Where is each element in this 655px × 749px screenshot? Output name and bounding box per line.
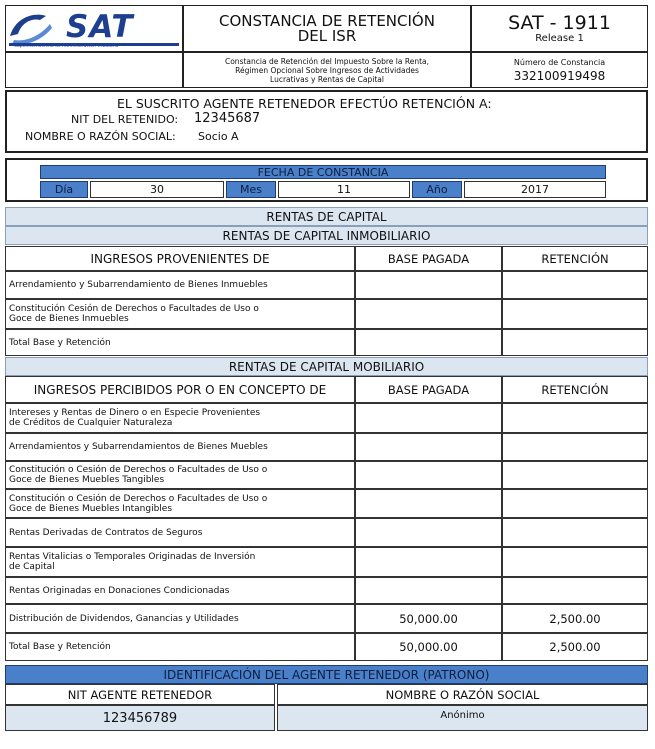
mobiliario-row-base [355,518,502,547]
subtitle-line3: Lucrativas y Rentas de Capital [270,74,384,84]
logo-subtitle: Superintendencia de Administración Tributaria [14,44,119,49]
blank-header-box [5,52,183,88]
mobiliario-row-retencion [502,489,648,518]
mobiliario-row-retencion [502,547,648,577]
mobiliario-col-retencion: RETENCIÓN [502,376,648,403]
mobiliario-total-base: 50,000.00 [355,633,502,661]
constancia-number-box [471,52,648,88]
constancia-number-label: Número de Constancia [513,57,606,67]
inmobiliario-row-base [355,299,502,329]
inmobiliario-col-base: BASE PAGADA [355,246,502,271]
mobiliario-row-base [355,577,502,604]
mobiliario-title: RENTAS DE CAPITAL MOBILIARIO [5,357,648,376]
inmobiliario-col-ingresos: INGRESOS PROVENIENTES DE [5,246,355,271]
inmobiliario-total-retencion [502,329,648,356]
nombre-retenido-label: NOMBRE O RAZÓN SOCIAL: [25,130,176,143]
mobiliario-row-label: Rentas Derivadas de Contratos de Seguros [5,518,355,547]
mobiliario-row-retencion [502,461,648,489]
mobiliario-row-label: Constitución o Cesión de Derechos o Facultades de Uso o Goce de Bienes Muebles Tangibles [5,461,355,489]
nombre-agente-label: NOMBRE O RAZÓN SOCIAL [277,684,648,705]
agente-title: IDENTIFICACIÓN DEL AGENTE RETENEDOR (PATRONO) [5,665,648,684]
nombre-retenido-value: Socio A [198,130,239,143]
dia-label: Día [40,181,88,198]
nombre-agente-value: Anónimo [277,705,648,731]
page-title-line1: CONSTANCIA DE RETENCIÓN [219,11,435,30]
dividendos-retencion: 2,500.00 [502,604,648,633]
mobiliario-row-base [355,547,502,577]
mobiliario-row-retencion [502,433,648,461]
retenido-section [5,90,648,153]
inmobiliario-row-label: Arrendamiento y Subarrendamiento de Bienes Inmuebles [5,271,355,299]
constancia-number-value: 332100919498 [513,68,606,83]
dividendos-base: 50,000.00 [355,604,502,633]
inmobiliario-row-retencion [502,271,648,299]
mobiliario-row-label: Constitución o Cesión de Derechos o Facultades de Uso o Goce de Bienes Muebles Intangibles [5,489,355,518]
nit-agente-label: NIT AGENTE RETENEDOR [5,684,275,705]
nit-retenido-value: 12345687 [194,111,261,126]
mobiliario-col-ingresos: INGRESOS PERCIBIDOS POR O EN CONCEPTO DE [5,376,355,403]
mes-label: Mes [226,181,276,198]
title-box [183,5,471,52]
inmobiliario-total-base [355,329,502,356]
subtitle-line1: Constancia de Retención del Impuesto Sobre la Renta, [224,56,430,66]
logo-text: SAT [66,9,134,45]
inmobiliario-title: RENTAS DE CAPITAL INMOBILIARIO [5,226,648,245]
retenido-heading: EL SUSCRITO AGENTE RETENEDOR EFECTÚO RETENCIÓN A: [117,96,492,111]
form-code-box [471,5,648,52]
inmobiliario-row-retencion [502,299,648,329]
mobiliario-row-retencion [502,403,648,433]
subtitle-line2: Régimen Opcional Sobre Ingresos de Actividades [235,65,419,75]
page-title-line2: DEL ISR [297,26,357,45]
mobiliario-row-label: Rentas Vitalicias o Temporales Originadas de Inversión de Capital [5,547,355,577]
mobiliario-total-label: Total Base y Retención [5,633,355,661]
logo-box [5,5,183,52]
mobiliario-row-label: Rentas Originadas en Donaciones Condicionadas [5,577,355,604]
nit-agente-value: 123456789 [5,705,275,731]
mobiliario-row-label: Distribución de Dividendos, Ganancias y Utilidades [5,604,355,633]
mobiliario-row-base [355,433,502,461]
form-code: SAT - 1911 [508,12,611,34]
mobiliario-row-retencion [502,518,648,547]
mobiliario-total-retencion: 2,500.00 [502,633,648,661]
inmobiliario-col-retencion: RETENCIÓN [502,246,648,271]
mobiliario-row-base [355,489,502,518]
subtitle-box [183,52,471,88]
mobiliario-row-retencion [502,577,648,604]
inmobiliario-total-label: Total Base y Retención [5,329,355,356]
release-label: Release 1 [535,33,584,44]
dia-value: 30 [90,181,224,198]
fecha-title: FECHA DE CONSTANCIA [40,165,606,179]
inmobiliario-row-base [355,271,502,299]
anio-value: 2017 [464,181,606,198]
rentas-capital-title: RENTAS DE CAPITAL [5,207,648,226]
mobiliario-row-label: Arrendamientos y Subarrendamientos de Bienes Muebles [5,433,355,461]
anio-label: Año [412,181,462,198]
mobiliario-row-base [355,461,502,489]
mobiliario-col-base: BASE PAGADA [355,376,502,403]
inmobiliario-row-label: Constitución Cesión de Derechos o Facultades de Uso o Goce de Bienes Inmuebles [5,299,355,329]
mobiliario-row-label: Intereses y Rentas de Dinero o en Especie Provenientes de Créditos de Cualquier Naturaleza [5,403,355,433]
mobiliario-row-base [355,403,502,433]
nit-retenido-label: NIT DEL RETENIDO: [71,113,179,126]
mes-value: 11 [278,181,410,198]
